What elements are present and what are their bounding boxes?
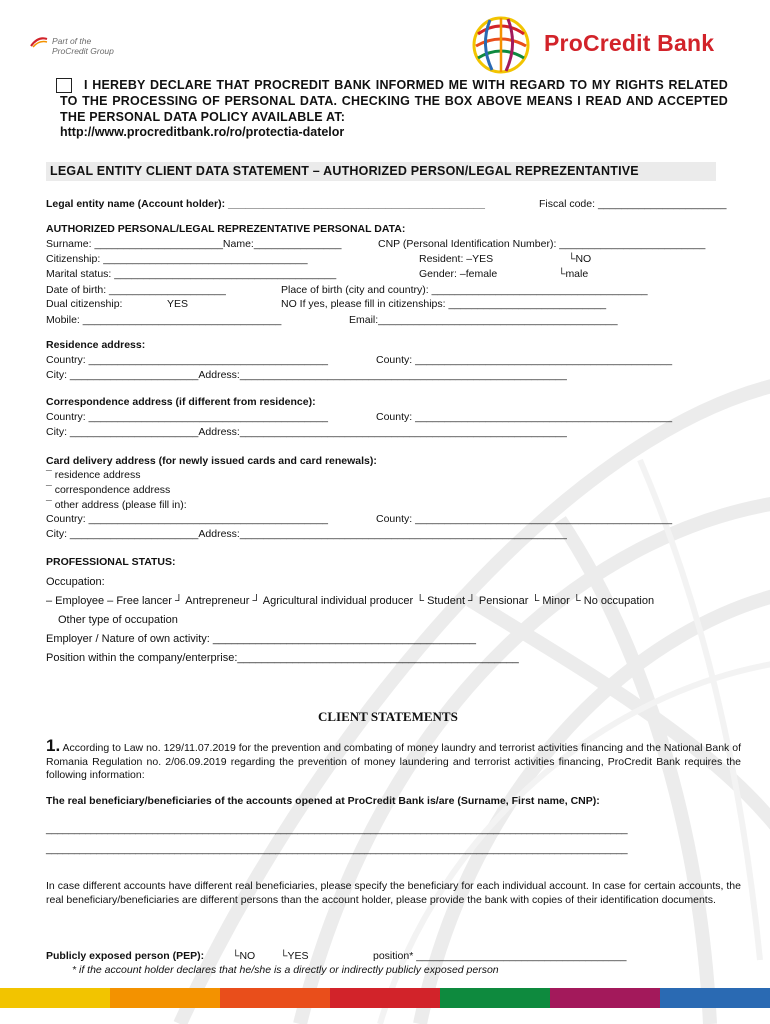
beneficiary-note: In case different accounts have different real beneficiaries, please specify the beneficiary for each individual account. In case for certain accounts, the real beneficiary/beneficiaries are different persons than the account holder, please provide the bank with copies of their identification documents.: [46, 880, 741, 906]
email-field[interactable]: Email:_________________________________________: [349, 314, 618, 326]
citizenship-field[interactable]: Citizenship: ___________________________________: [46, 253, 308, 265]
fiscal-code-field[interactable]: Fiscal code: ______________________: [539, 198, 727, 210]
surname-name-field[interactable]: Surname: ______________________Name:_______________: [46, 238, 342, 250]
correspondence-country-field[interactable]: Country: _________________________________________: [46, 411, 329, 423]
occupation-options[interactable]: – Employee – Free lancer ┘ Antrepreneur ┘ Agricultural individual producer └ Student ┘ Pensionar └ Minor └ No occupation: [46, 595, 655, 607]
correspondence-city-address-field[interactable]: City: ______________________Address:________________________________________________________: [46, 426, 567, 438]
statement-1-paragraph: [46, 736, 741, 783]
group-logo-swoosh-icon: [30, 36, 48, 48]
beneficiary-line-1[interactable]: ________________________________________________________________________________________________________: [46, 823, 628, 835]
correspondence-county-field[interactable]: County: ____________________________________________: [376, 411, 673, 423]
footer-segment-orange: [110, 988, 220, 1008]
correspondence-heading: Correspondence address (if different from residence):: [46, 396, 316, 408]
pep-label: Publicly exposed person (PEP):: [46, 950, 205, 962]
group-logo-line1: Part of the: [52, 36, 92, 46]
occupation-label: Occupation:: [46, 576, 105, 588]
authorized-heading: AUTHORIZED PERSONAL/LEGAL REPREZENTATIVE PERSONAL DATA:: [46, 223, 406, 235]
beneficiary-line-2[interactable]: ________________________________________________________________________________________________________: [46, 843, 628, 855]
dual-citizenship-yes-option[interactable]: YES: [167, 298, 189, 310]
position-field[interactable]: Position within the company/enterprise:______________________________________________: [46, 652, 519, 664]
gender-male-option[interactable]: └male: [558, 268, 589, 280]
delivery-country-field[interactable]: Country: _________________________________________: [46, 513, 329, 525]
beneficiary-heading: The real beneficiary/beneficiaries of the accounts opened at ProCredit Bank is/are (Surname, First name, CNP):: [46, 795, 600, 807]
other-occupation-option[interactable]: Other type of occupation: [58, 614, 178, 626]
marital-status-field[interactable]: Marital status: ______________________________________: [46, 268, 337, 280]
legal-entity-name-field[interactable]: Legal entity name (Account holder): ____________________________________________: [46, 198, 485, 210]
delivery-county-field[interactable]: County: ____________________________________________: [376, 513, 673, 525]
dual-citizenship-label: Dual citizenship:: [46, 298, 123, 310]
footer-color-bar: [0, 988, 770, 1008]
client-statements-title: CLIENT STATEMENTS: [318, 709, 458, 724]
procredit-group-logo: [30, 36, 114, 56]
footer-segment-blue: [660, 988, 770, 1008]
declaration-text: I HEREBY DECLARE THAT PROCREDIT BANK INFORMED ME WITH REGARD TO MY RIGHTS RELATED TO THE PROCESSING OF PERSONAL DATA. CHECKING THE BOX ABOVE MEANS I READ AND ACCEPTED THE PERSONAL DATA POLICY AVAILABLE AT:: [60, 78, 728, 124]
footer-segment-yellow: [0, 988, 110, 1008]
residence-county-field[interactable]: County: ____________________________________________: [376, 354, 673, 366]
section-title: LEGAL ENTITY CLIENT DATA STATEMENT – AUTHORIZED PERSON/LEGAL REPREZENTANTIVE: [50, 164, 639, 178]
residence-city-address-field[interactable]: City: ______________________Address:________________________________________________________: [46, 369, 567, 381]
delivery-other-option[interactable]: ¯ other address (please fill in):: [46, 499, 187, 511]
date-of-birth-field[interactable]: Date of birth: ____________________: [46, 284, 226, 296]
delivery-residence-option[interactable]: ¯ residence address: [46, 469, 141, 481]
footer-segment-green: [440, 988, 550, 1008]
cnp-field[interactable]: CNP (Personal Identification Number): _________________________: [378, 238, 706, 250]
policy-link[interactable]: http://www.procreditbank.ro/ro/protectia-datelor: [60, 125, 345, 139]
footer-segment-darkorange: [220, 988, 330, 1008]
resident-no-option[interactable]: └NO: [568, 253, 592, 265]
gender-female-option[interactable]: Gender: –female: [419, 268, 498, 280]
pep-yes-option[interactable]: └YES: [280, 950, 309, 962]
residence-country-field[interactable]: Country: _________________________________________: [46, 354, 329, 366]
statement-1-text: According to Law no. 129/11.07.2019 for the prevention and combating of money laundry and terrorist activities financing and the National Bank of Romania Regulation no. 2/06.09.2019 regarding the prevention of money laundering and terrorist activities financing, ProCredit Bank requires the following information:: [46, 742, 741, 781]
delivery-correspondence-option[interactable]: ¯ correspondence address: [46, 484, 171, 496]
dual-citizenship-no-field[interactable]: NO If yes, please fill in citizenships: ___________________________: [281, 298, 607, 310]
statement-number: 1.: [46, 736, 61, 755]
pep-footnote: * if the account holder declares that he/she is a directly or indirectly publicly exposed person: [72, 964, 499, 976]
procredit-globe-logo-icon: [470, 14, 532, 76]
procredit-bank-brand: ProCredit Bank: [544, 30, 715, 56]
group-logo-line2: ProCredit Group: [52, 46, 114, 56]
delivery-heading: Card delivery address (for newly issued cards and card renewals):: [46, 455, 377, 467]
resident-yes-option[interactable]: Resident: –YES: [419, 253, 494, 265]
mobile-field[interactable]: Mobile: __________________________________: [46, 314, 282, 326]
pep-no-option[interactable]: └NO: [232, 950, 256, 962]
residence-heading: Residence address:: [46, 339, 146, 351]
footer-segment-purple: [550, 988, 660, 1008]
professional-heading: PROFESSIONAL STATUS:: [46, 556, 176, 568]
footer-segment-red: [330, 988, 440, 1008]
place-of-birth-field[interactable]: Place of birth (city and country): _____________________________________: [281, 284, 648, 296]
pep-position-field[interactable]: position* ____________________________________: [373, 950, 627, 962]
employer-field[interactable]: Employer / Nature of own activity: ___________________________________________: [46, 633, 476, 645]
delivery-city-address-field[interactable]: City: ______________________Address:________________________________________________________: [46, 528, 567, 540]
